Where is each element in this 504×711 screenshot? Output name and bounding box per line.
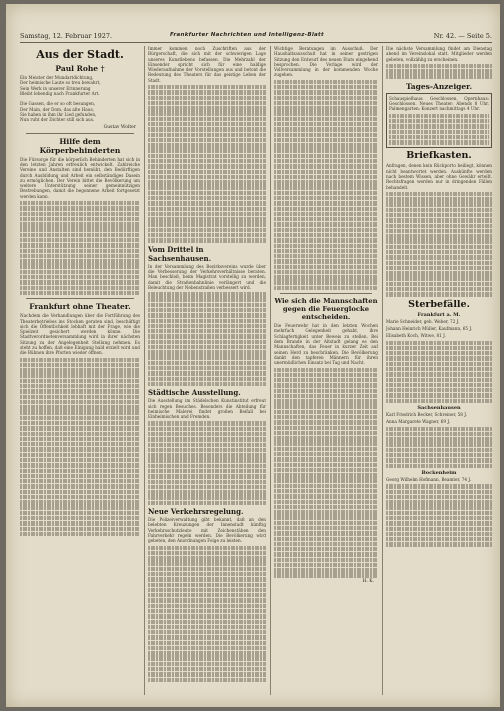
column-rule — [382, 46, 383, 695]
column-1 — [20, 46, 140, 695]
column-2 — [148, 46, 266, 695]
header-masthead: Frankfurter Nachrichten und Intelligenz-Blatt — [170, 32, 324, 38]
column-rule — [144, 46, 145, 695]
list-item: Karl Friedrich Becker, Schreiner, 58 J. — [386, 412, 467, 418]
poem-signature: Gustav Wolter — [103, 124, 136, 130]
newspaper-page — [6, 4, 500, 707]
article-text: Wichtige Beratungen im Ausschuß. Der Haushaltsausschuß hat in seiner gestrigen Sitzung den Entwurf des neuen Etats eingehend besprochen. Die Vorlage wird der Vollversammlung in der kommenden Woche zugehen. — [274, 46, 378, 78]
article-heading: Hilfe dem Körperbehinderten — [39, 136, 121, 155]
column-4 — [386, 46, 492, 695]
poem-text: Ein Meister der Mundartdichtung, Der heimische Laute so treu bewahrt, Sein Werk in unserer Erinnerung Bleibt lebendig nach Frankfurter Art. Die Gassen, die er so oft besungen, Der Main, der Dom, das alte Haus, Sie haben in ihm ihr Lied gefunden, Nun ruht der Dichter still sich aus. — [20, 75, 101, 123]
article-text: Die nächste Versammlung findet am Dienstag abend im Vereinslokal statt. Mitglieder werden gebeten, vollzählig zu erscheinen. — [386, 46, 492, 62]
letters-heading: Briefkasten. — [406, 150, 472, 162]
deaths-subheading: Frankfurt a. M. — [417, 311, 461, 318]
article-heading: Vom Drittel in Sachsenhausen. — [148, 244, 212, 263]
header-date: Samstag, 12. Februar 1927. — [20, 32, 113, 40]
list-item: Elisabeth Koch, Witwe, 81 J. — [386, 333, 446, 339]
letters-text: Anfragen, denen kein Rückporto beiliegt, können nicht beantwortet werden. Auskünfte werden nach bestem Wissen, aber ohne Gewähr erteilt. Rechtsfragen werden nur in dringenden Fällen behandelt. — [386, 163, 492, 190]
article-text: Die Feuerwehr hat in den letzten Wochen mehrfach Gelegenheit gehabt, ihre Schlagfertigkeit unter Beweis zu stellen. Bei dem Brande in der Altstadt gelang es den Mannschaften, das Feuer in kurzer Zeit auf seinen Herd zu beschränken. Die Bevölkerung dankt den tapferen Männern für ihren unermüdlichen Einsatz bei Tag und Nacht. — [274, 323, 378, 366]
article-signature: H. K. — [362, 578, 374, 584]
header-page-number: Nr. 42. — Seite 5. — [433, 32, 492, 40]
divider — [280, 293, 372, 294]
section-title: Aus der Stadt. — [36, 48, 124, 61]
divider — [26, 133, 134, 134]
divider — [26, 298, 134, 299]
list-item: Marie Schneider, geb. Weber, 72 J. — [386, 318, 460, 324]
deaths-heading: Sterbefälle. — [408, 298, 470, 310]
article-heading: Städtische Ausstellung. — [148, 388, 241, 398]
article-text: Die Fürsorge für die körperlich Behinderten hat sich in den letzten Jahren erfreulich entwickelt. Zahlreiche Vereine und Anstalten sind bemüht, den Bedürftigen durch Ausbildung und Arbeit ein selbständiges Dasein zu ermöglichen. Der Verein bittet die Bevölkerung um weitere Unterstützung seiner gemeinnützigen Bestrebungen, damit die begonnene Arbeit fortgesetzt werden kann. — [20, 156, 140, 199]
deaths-subheading: Bockenheim — [421, 469, 457, 476]
ads-box — [386, 93, 492, 149]
article-heading: Neue Verkehrsregelung. — [148, 507, 244, 517]
article-text: In der Versammlung des Bezirksvereins wurde über die Verbesserung der Verkehrsverhältnisse beraten. Man beschloß, beim Magistrat vorstellig zu werden, damit die Straßenbahnlinie verlängert und die Beleuchtung der Nebenstraßen verbessert wird. — [148, 263, 266, 290]
column-rule — [270, 46, 271, 695]
article-text: Nachdem die Verhandlungen über die Fortführung des Theaterbetriebes ins Stocken geraten sind, beschäftigt sich die Öffentlichkeit lebhaft mit der Frage, wie die Spielzeit gesichert werden könne. Die Stadtverordnetenversammlung wird in ihrer nächsten Sitzung zu der Angelegenheit Stellung nehmen. Es steht zu hoffen, daß eine Einigung bald erzielt wird und die Bühnen ihre Pforten wieder öffnen. — [20, 313, 140, 356]
article-heading: Wie sich die Mannschaften gegen die Feuerglocke entscheiden. — [274, 297, 378, 322]
ads-heading: Tages-Anzeiger. — [405, 81, 473, 91]
list-item: Johann Heinrich Müller, Kaufmann, 65 J. — [386, 325, 473, 331]
poem-title: Paul Rohe † — [55, 64, 105, 73]
article-heading: Frankfurt ohne Theater. — [29, 302, 131, 312]
ads-text: Schauspielhaus: Geschlossen. Opernhaus: Geschlossen. Neues Theater: Abends 8 Uhr. Palmengarten: Konzert nachmittags 4 Uhr. — [389, 95, 489, 112]
article-text: Die Polizeiverwaltung gibt bekannt, daß an den belebten Kreuzungen der Innenstadt künftig Verkehrsschutzleute mit Zeichenstäben den Fahrverkehr regeln werden. Die Bevölkerung wird gebeten, den Anordnungen Folge zu leisten. — [148, 517, 266, 544]
list-item: Georg Wilhelm Hofmann, Beamter, 74 J. — [386, 476, 472, 482]
page-header — [20, 32, 492, 43]
article-text: Immer kommen noch Zuschriften aus der Bürgerschaft, die sich mit der schwierigen Lage unseres Kunstlebens befassen. Die Mehrzahl der Einsender spricht sich für eine baldige Wiederaufnahme der Vorstellungen aus und betont die Bedeutung des Theaters für das geistige Leben der Stadt. — [148, 46, 266, 83]
column-3 — [274, 46, 378, 695]
article-text: Die Ausstellung im Städelschen Kunstinstitut erfreut sich regen Besuches. Besonders die Abteilung für heimische Malerei findet großen Beifall bei Einheimischen und Fremden. — [148, 398, 266, 420]
deaths-subheading: Sachsenhausen — [417, 405, 461, 412]
list-item: Anna Margarete Wagner, 69 J. — [386, 419, 451, 425]
